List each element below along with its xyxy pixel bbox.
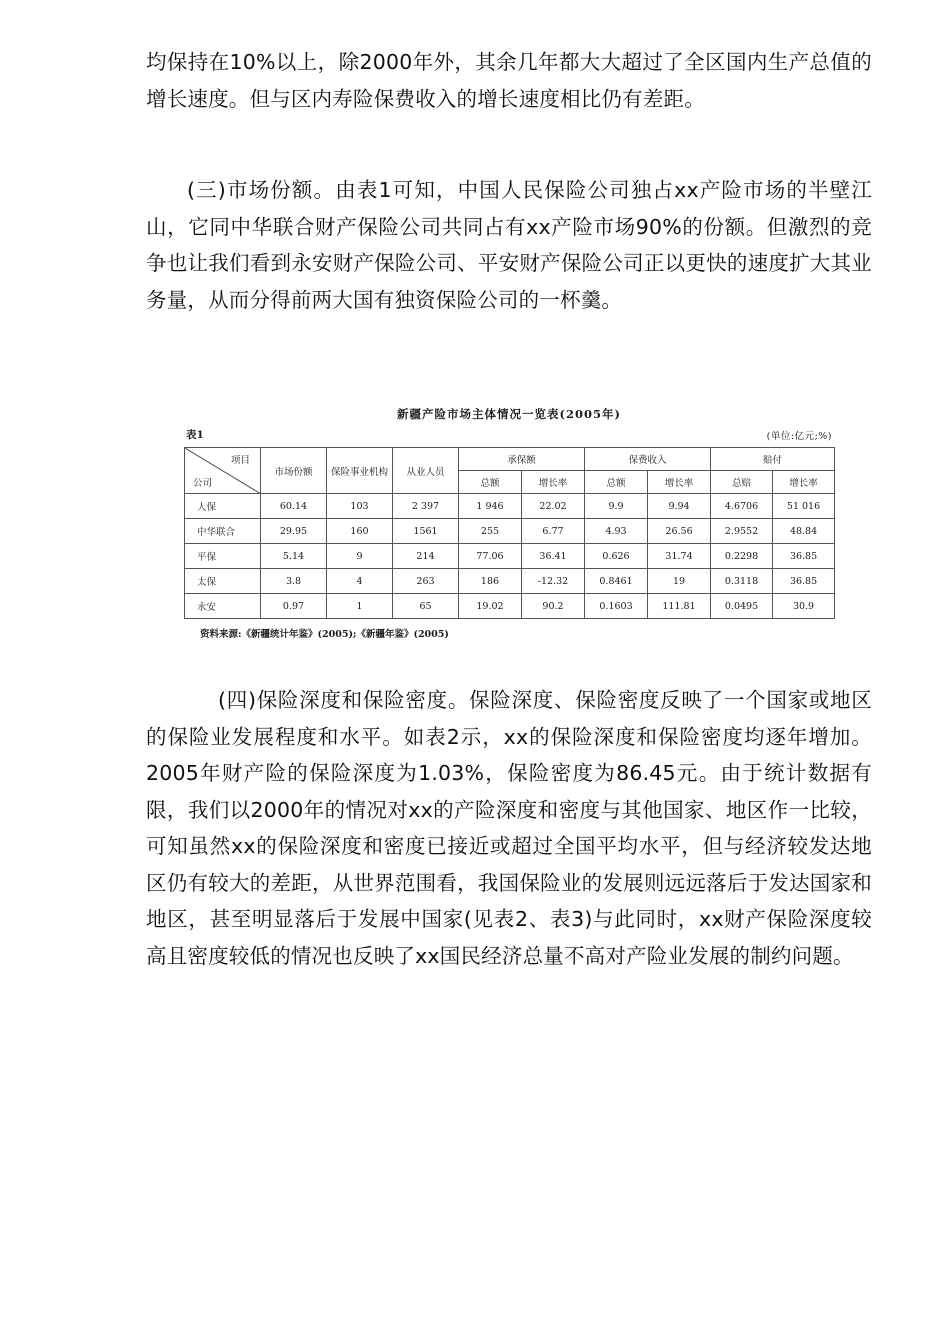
- table1-header-row-1: [185, 448, 835, 471]
- cell-prem-total: 0.1603: [585, 594, 648, 619]
- cell-share: 0.97: [261, 594, 327, 619]
- cell-share: 29.95: [261, 519, 327, 544]
- cell-claim-growth: 36.85: [773, 569, 835, 594]
- cell-prem-growth: 26.56: [648, 519, 711, 544]
- cell-prem-total: 4.93: [585, 519, 648, 544]
- header-premium: 保费收入: [585, 448, 711, 471]
- cell-prem-total: 0.626: [585, 544, 648, 569]
- table1-grid: [184, 447, 835, 619]
- table1-title: 新疆产险市场主体情况一览表(2005年): [397, 407, 621, 421]
- header-prem-total: 总额: [585, 471, 648, 494]
- paragraph-market-share: [146, 172, 872, 318]
- cell-uw-total: 255: [459, 519, 522, 544]
- cell-branches: 103: [327, 494, 393, 519]
- row-company: 永安: [185, 594, 261, 619]
- cell-branches: 9: [327, 544, 393, 569]
- header-claim-growth: 增长率: [773, 471, 835, 494]
- cell-staff: 214: [393, 544, 459, 569]
- cell-uw-growth: -12.32: [522, 569, 585, 594]
- cell-uw-total: 19.02: [459, 594, 522, 619]
- cell-uw-growth: 90.2: [522, 594, 585, 619]
- table-row: [185, 544, 835, 569]
- cell-claim-total: 0.0495: [711, 594, 773, 619]
- cell-claim-growth: 36.85: [773, 544, 835, 569]
- row-company: 中华联合: [185, 519, 261, 544]
- cell-branches: 160: [327, 519, 393, 544]
- cell-prem-total: 0.8461: [585, 569, 648, 594]
- header-staff: 从业人员: [393, 448, 459, 494]
- table1-scanned-image: [178, 400, 840, 646]
- cell-claim-total: 4.6706: [711, 494, 773, 519]
- cell-uw-growth: 22.02: [522, 494, 585, 519]
- table-row: [185, 494, 835, 519]
- header-branches: 保险事业机构: [327, 448, 393, 494]
- cell-claim-total: 2.9552: [711, 519, 773, 544]
- header-claim-total: 总赔: [711, 471, 773, 494]
- cell-share: 5.14: [261, 544, 327, 569]
- table1-unit: (单位:亿元;%): [766, 431, 832, 442]
- table-row: [185, 569, 835, 594]
- cell-claim-growth: 51 016: [773, 494, 835, 519]
- cell-uw-growth: 36.41: [522, 544, 585, 569]
- header-underwriting: 承保额: [459, 448, 585, 471]
- cell-uw-total: 186: [459, 569, 522, 594]
- header-uw-growth: 增长率: [522, 471, 585, 494]
- cell-prem-total: 9.9: [585, 494, 648, 519]
- cell-claim-total: 0.2298: [711, 544, 773, 569]
- cell-branches: 1: [327, 594, 393, 619]
- header-prem-growth: 增长率: [648, 471, 711, 494]
- row-company: 太保: [185, 569, 261, 594]
- paragraph-insurance-depth-text: (四)保险深度和保险密度。保险深度、保险密度反映了一个国家或地区的保险业发展程度和水平。如表2示，xx的保险深度和保险密度均逐年增加。2005年财产险的保险深度为1.03%，保险密度为86.45元。由于统计数据有限，我们以2000年的情况对xx的产险深度和密度与其他国家、地区作一比较，可知虽然xx的保险深度和密度已接近或超过全国平均水平，但与经济较发达地区仍有较大的差距，从世界范围看，我国保险业的发展则远远落后于发达国家和地区，甚至明显落后于发展中国家(见表2、表3)与此同时，xx财产保险深度较高且密度较低的情况也反映了xx国民经济总量不高对产险业发展的制约问题。: [146, 688, 872, 968]
- row-company: 人保: [185, 494, 261, 519]
- cell-share: 60.14: [261, 494, 327, 519]
- cell-uw-total: 77.06: [459, 544, 522, 569]
- table1-corner-cell: [185, 448, 261, 494]
- cell-share: 3.8: [261, 569, 327, 594]
- cell-uw-growth: 6.77: [522, 519, 585, 544]
- cell-claim-growth: 30.9: [773, 594, 835, 619]
- corner-header-company: 公司: [193, 478, 213, 489]
- cell-staff: 1561: [393, 519, 459, 544]
- paragraph-growth-summary: 均保持在10%以上，除2000年外，其余几年都大大超过了全区国内生产总值的增长速度。但与区内寿险保费收入的增长速度相比仍有差距。: [146, 50, 872, 111]
- cell-staff: 263: [393, 569, 459, 594]
- cell-staff: 2 397: [393, 494, 459, 519]
- cell-prem-growth: 111.81: [648, 594, 711, 619]
- cell-claim-total: 0.3118: [711, 569, 773, 594]
- table1-source-note: 资料来源:《新疆统计年鉴》(2005);《新疆年鉴》(2005): [200, 629, 449, 640]
- cell-claim-growth: 48.84: [773, 519, 835, 544]
- header-uw-total: 总额: [459, 471, 522, 494]
- cell-uw-total: 1 946: [459, 494, 522, 519]
- table-row: [185, 594, 835, 619]
- cell-prem-growth: 31.74: [648, 544, 711, 569]
- table1-label: 表1: [186, 429, 204, 441]
- row-company: 平保: [185, 544, 261, 569]
- table-row: [185, 519, 835, 544]
- cell-staff: 65: [393, 594, 459, 619]
- header-claims: 赔付: [711, 448, 835, 471]
- header-market-share: 市场份额: [261, 448, 327, 494]
- cell-prem-growth: 9.94: [648, 494, 711, 519]
- paragraph-market-share-text: (三)市场份额。由表1可知，中国人民保险公司独占xx产险市场的半壁江山，它同中华联合财产保险公司共同占有xx产险市场90%的份额。但激烈的竞争也让我们看到永安财产保险公司、平安财产保险公司正以更快的速度扩大其业务量，从而分得前两大国有独资保险公司的一杯羹。: [146, 178, 872, 312]
- cell-prem-growth: 19: [648, 569, 711, 594]
- corner-header-items: 项目: [230, 455, 250, 466]
- cell-branches: 4: [327, 569, 393, 594]
- paragraph-insurance-depth: [146, 682, 872, 974]
